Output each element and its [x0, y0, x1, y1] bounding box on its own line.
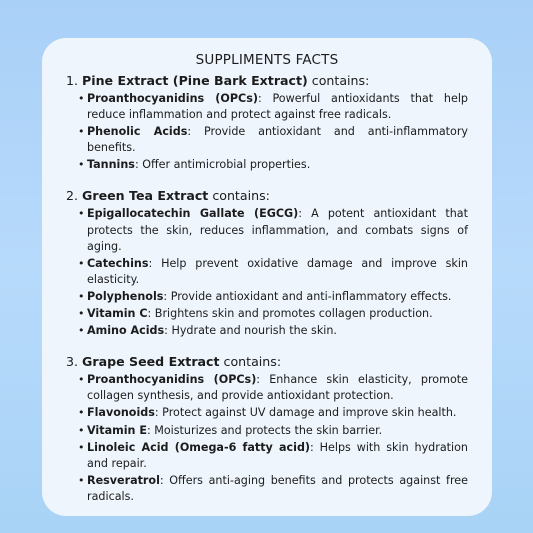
- ingredient-term: Vitamin C: [87, 307, 148, 321]
- section-number: 3.: [66, 354, 79, 370]
- ingredient-desc: : Offers anti-aging benefits and protects against free radicals.: [87, 473, 468, 503]
- section-grape-seed-extract: [66, 353, 468, 505]
- ingredient-desc: : A potent antioxidant that protects the skin, reduces inflammation, and combats signs of aging.: [87, 207, 468, 253]
- section-number: 2.: [66, 188, 79, 204]
- ingredient-list: [66, 91, 468, 173]
- ingredient-term: Linoleic Acid (Omega-6 fatty acid): [87, 440, 311, 454]
- list-item: [66, 306, 468, 322]
- ingredient-term: Polyphenols: [87, 289, 164, 303]
- ingredient-term: Flavonoids: [87, 406, 155, 420]
- list-item: [66, 372, 468, 404]
- facts-card: [42, 38, 492, 516]
- ingredient-desc: : Helps with skin hydration and repair.: [87, 440, 468, 470]
- section-heading: [66, 72, 468, 89]
- ingredient-term: Tannins: [87, 158, 135, 172]
- section-name: Green Tea Extract: [82, 188, 209, 204]
- ingredient-list: [66, 372, 468, 505]
- ingredient-desc: : Hydrate and nourish the skin.: [164, 324, 337, 338]
- ingredient-desc: : Moisturizes and protects the skin barrier.: [146, 423, 383, 437]
- list-item: [66, 323, 468, 339]
- section-suffix: contains:: [219, 354, 282, 370]
- ingredient-desc: : Help prevent oxidative damage and improve skin elasticity.: [87, 256, 468, 286]
- ingredient-desc: : Provide antioxidant and anti-inflammatory effects.: [163, 289, 452, 303]
- section-suffix: contains:: [307, 73, 370, 88]
- section-number: 1.: [66, 73, 79, 88]
- ingredient-desc: : Brightens skin and promotes collagen production.: [147, 307, 433, 321]
- ingredient-list: [66, 206, 468, 339]
- list-item: [66, 423, 468, 439]
- section-name: Grape Seed Extract: [82, 354, 220, 370]
- list-item: [66, 405, 468, 421]
- section-name: Pine Extract (Pine Bark Extract): [82, 73, 308, 88]
- ingredient-term: Proanthocyanidins (OPCs): [87, 92, 258, 105]
- list-item: [66, 124, 468, 156]
- ingredient-term: Vitamin E: [87, 423, 147, 437]
- section-heading: [66, 353, 468, 370]
- list-item: [66, 256, 468, 288]
- ingredient-term: Resveratrol: [87, 473, 160, 487]
- list-item: [66, 440, 468, 472]
- list-item: [66, 157, 468, 173]
- ingredient-desc: : Provide antioxidant and anti-inflammatory benefits.: [87, 125, 468, 155]
- section-green-tea-extract: [66, 187, 468, 339]
- section-pine-extract: [66, 72, 468, 173]
- section-suffix: contains:: [208, 188, 270, 204]
- page-title: SUPPLIMENTS FACTS: [195, 52, 339, 68]
- list-item: [66, 289, 468, 305]
- ingredient-desc: : Protect against UV damage and improve skin health.: [154, 406, 457, 420]
- list-item: [66, 473, 468, 505]
- ingredient-term: Amino Acids: [87, 324, 165, 338]
- ingredient-term: Catechins: [87, 256, 149, 270]
- section-heading: [66, 187, 468, 204]
- list-item: [66, 206, 468, 254]
- ingredient-desc: : Powerful antioxidants that help reduce inflammation and protect against free radicals.: [87, 92, 469, 122]
- ingredient-term: Phenolic Acids: [87, 125, 188, 139]
- list-item: [66, 91, 468, 123]
- ingredient-desc: : Offer antimicrobial properties.: [134, 158, 311, 172]
- ingredient-term: Proanthocyanidins (OPCs): [87, 373, 257, 387]
- ingredient-term: Epigallocatechin Gallate (EGCG): [87, 207, 299, 221]
- ingredient-desc: : Enhance skin elasticity, promote collagen synthesis, and provide antioxidant protection.: [87, 373, 468, 403]
